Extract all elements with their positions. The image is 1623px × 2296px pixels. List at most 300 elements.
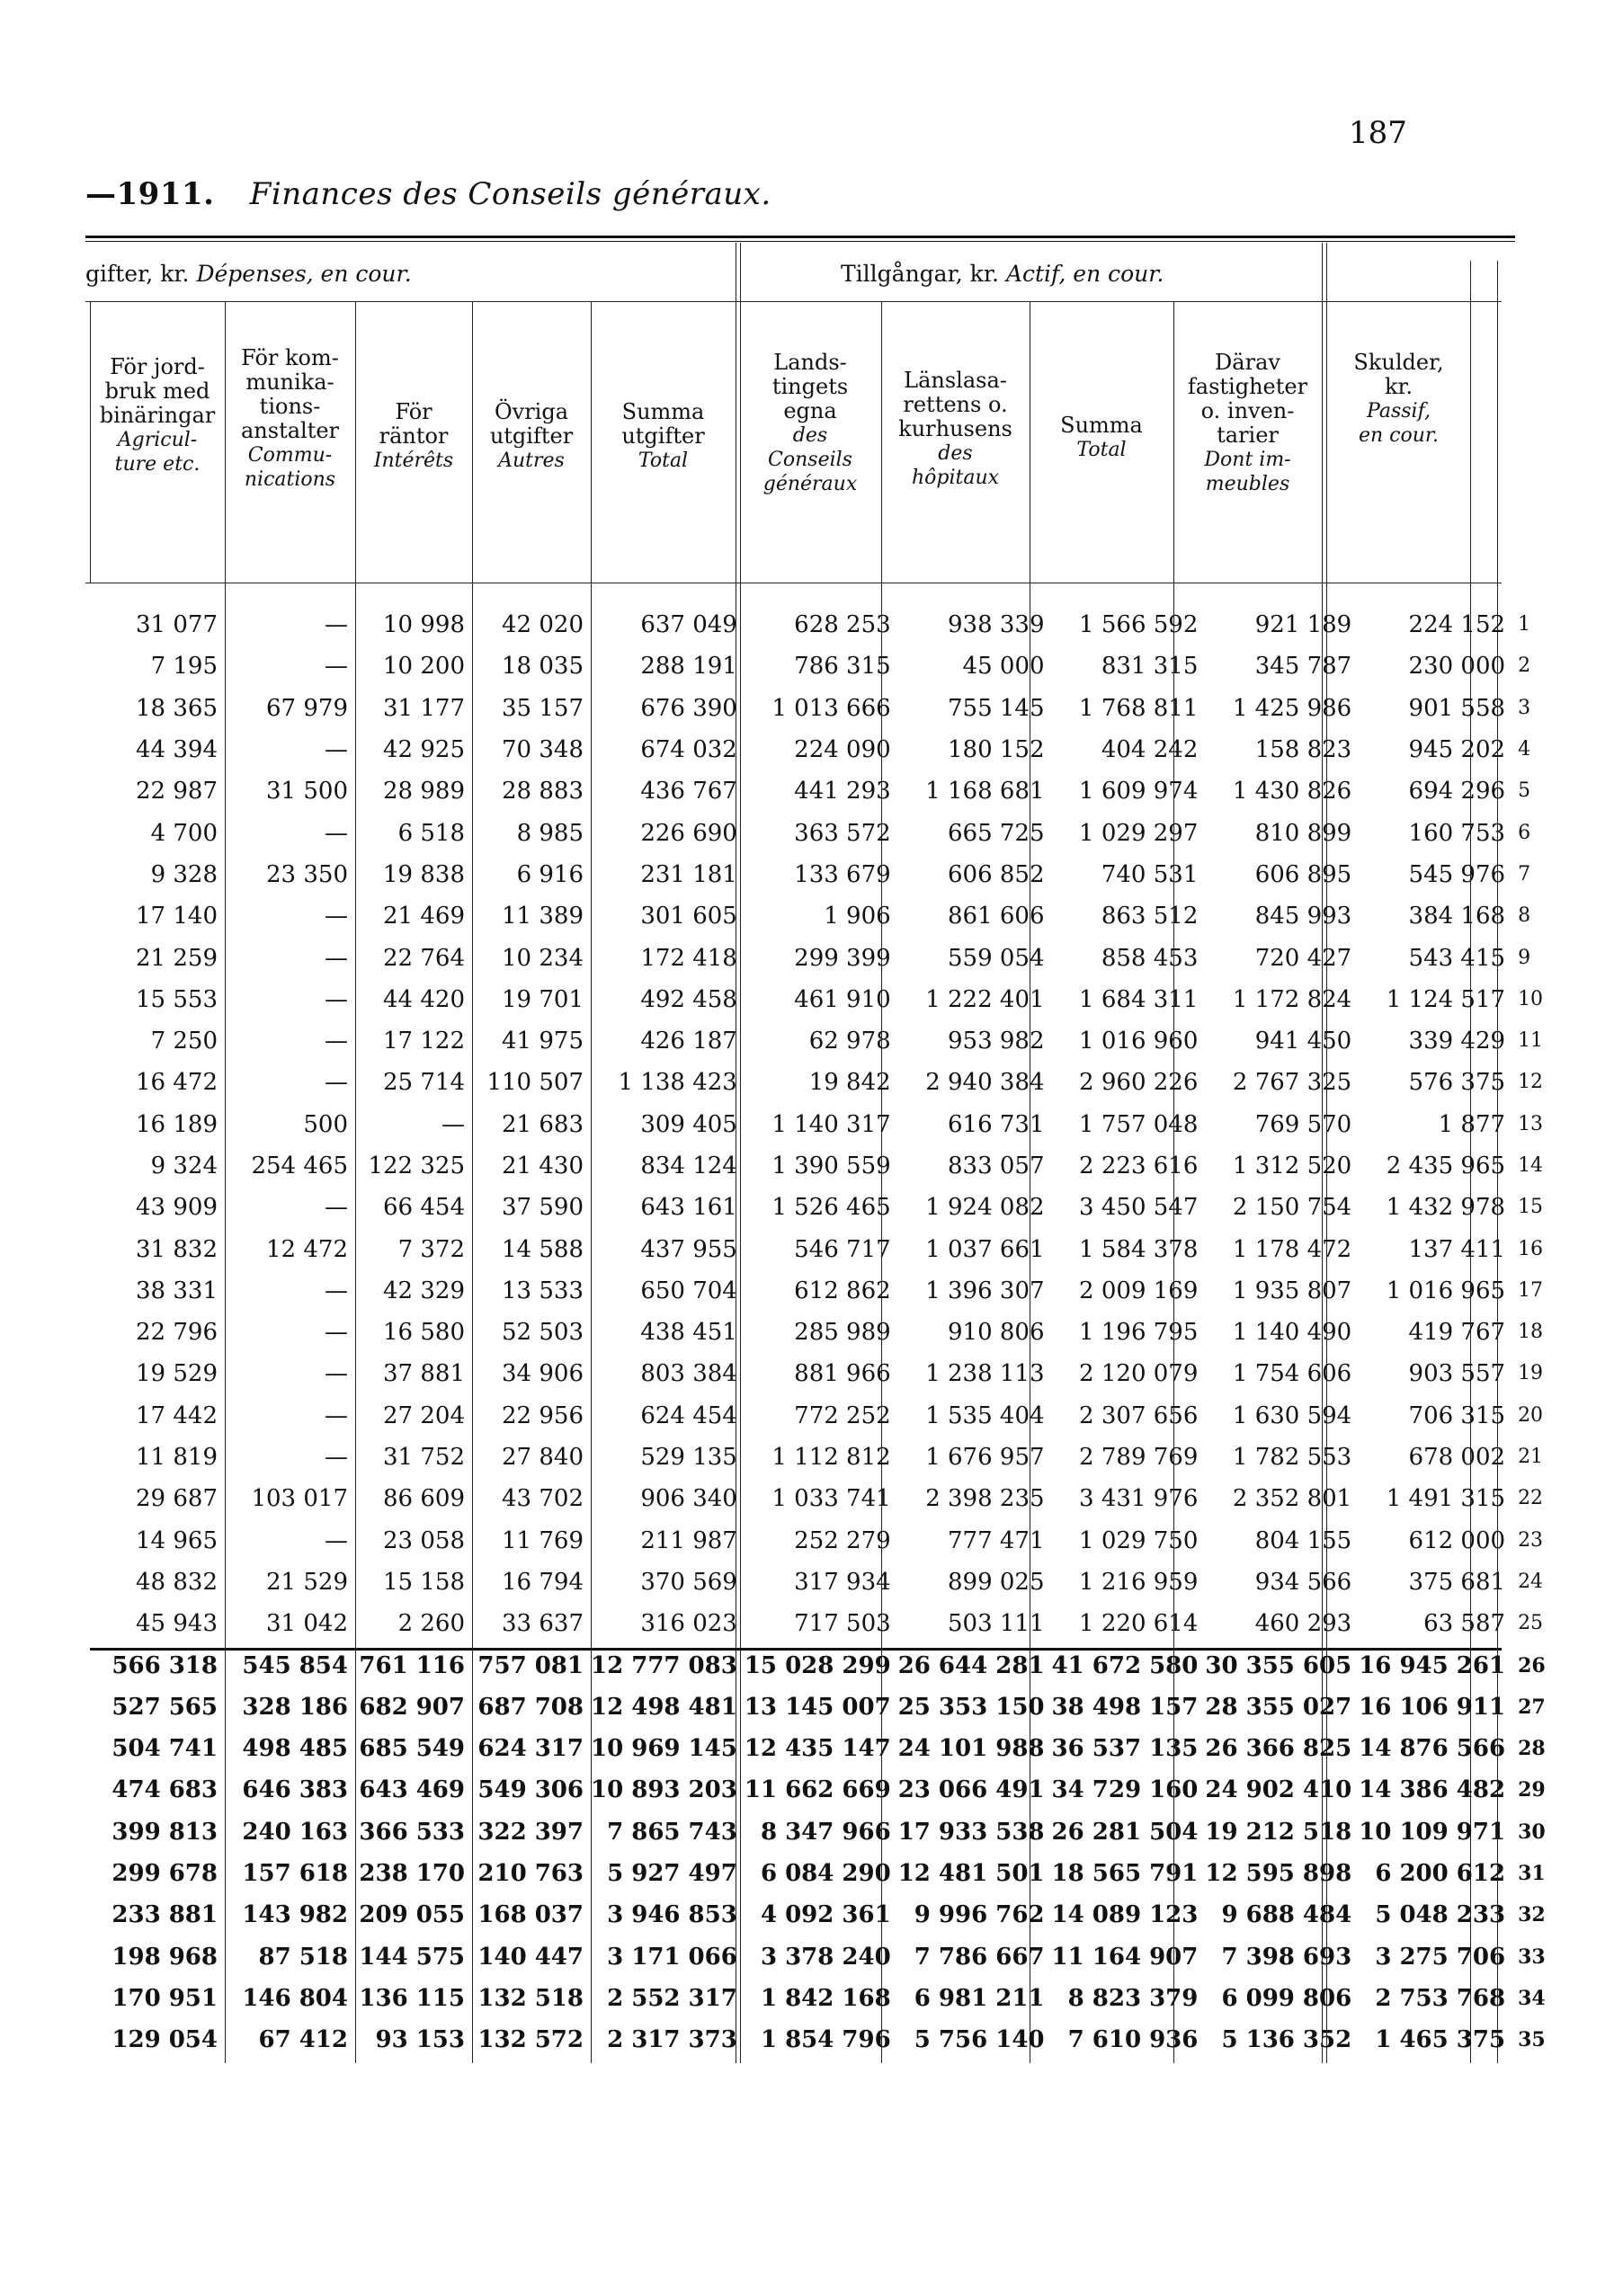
table-cell: 858 453 — [1101, 944, 1199, 972]
row-number: 3 — [1518, 696, 1531, 719]
table-cell: 27 840 — [502, 1444, 584, 1472]
table-cell: 209 055 — [359, 1901, 465, 1929]
row-number: 27 — [1518, 1695, 1546, 1719]
assets-header-sv: Tillgångar, kr. — [841, 261, 999, 287]
table-cell: 399 813 — [111, 1818, 218, 1846]
table-cell: 31 177 — [383, 694, 465, 722]
table-cell: 16 189 — [136, 1110, 218, 1138]
table-cell: 23 058 — [383, 1526, 465, 1554]
table-cell: 2 552 317 — [607, 1984, 737, 2012]
row-number: 21 — [1518, 1446, 1544, 1469]
table-cell: 945 202 — [1408, 736, 1506, 764]
table-cell: 132 572 — [477, 2026, 584, 2054]
column-header — [472, 400, 591, 473]
table-cell: 252 279 — [794, 1526, 891, 1554]
table-cell: 31 500 — [266, 778, 348, 805]
table-cell: 436 767 — [640, 778, 737, 805]
table-cell: 231 181 — [640, 860, 737, 888]
table-row — [90, 729, 1546, 770]
table-cell: 18 365 — [136, 694, 218, 722]
column-header-sv: Summa — [1060, 413, 1143, 438]
table-cell: 2 435 965 — [1386, 1152, 1506, 1179]
table-cell: 934 566 — [1254, 1568, 1352, 1596]
table-row — [90, 1020, 1546, 1062]
table-row — [90, 1353, 1546, 1394]
table-cell: 1 425 986 — [1232, 694, 1352, 722]
table-cell: 143 982 — [242, 1901, 348, 1929]
table-cell: 25 714 — [383, 1069, 465, 1097]
table-cell: 26 281 504 — [1051, 1818, 1199, 1846]
table-cell: 7 372 — [397, 1235, 465, 1263]
table-cell: 2 753 768 — [1375, 1984, 1506, 2012]
table-cell: 34 906 — [502, 1360, 584, 1388]
table-cell: 1 172 824 — [1232, 985, 1352, 1013]
table-cell: — — [325, 1526, 348, 1554]
table-cell: 1 566 592 — [1079, 611, 1199, 639]
row-number: 30 — [1518, 1820, 1546, 1844]
table-cell: 3 431 976 — [1079, 1485, 1199, 1513]
table-cell: 1 016 960 — [1079, 1028, 1199, 1055]
column-header — [225, 346, 355, 492]
column-header — [90, 355, 225, 476]
table-cell: 2 120 079 — [1079, 1360, 1199, 1388]
table-cell: 1 854 796 — [760, 2026, 891, 2054]
table-cell: 1 178 472 — [1232, 1235, 1352, 1263]
column-header-sv: Länslasa- rettens o. kurhusens — [898, 368, 1012, 441]
table-cell: 17 122 — [383, 1028, 465, 1055]
row-number: 9 — [1518, 946, 1531, 969]
table-cell: 12 595 898 — [1205, 1860, 1352, 1888]
table-cell: 3 450 547 — [1079, 1194, 1199, 1222]
table-cell: 7 865 743 — [607, 1818, 737, 1846]
table-cell: 44 394 — [136, 736, 218, 764]
table-cell: 682 907 — [359, 1693, 465, 1721]
row-number: 6 — [1518, 821, 1531, 844]
table-cell: 240 163 — [242, 1818, 348, 1846]
table-cell: 2 223 616 — [1079, 1152, 1199, 1179]
expenses-header — [85, 261, 412, 287]
table-cell: 48 832 — [136, 1568, 218, 1596]
table-cell: 129 054 — [111, 2026, 218, 2054]
table-cell: 2 260 — [397, 1610, 465, 1638]
table-row — [90, 812, 1546, 853]
table-cell: 646 383 — [242, 1776, 348, 1804]
table-cell: 437 955 — [640, 1235, 737, 1263]
table-cell: 921 189 — [1254, 611, 1352, 639]
table-cell: 11 662 669 — [744, 1776, 891, 1804]
table-cell: 643 161 — [640, 1194, 737, 1222]
table-cell: 10 998 — [383, 611, 465, 639]
table-cell: 1 238 113 — [925, 1360, 1045, 1388]
table-cell: 19 838 — [383, 860, 465, 888]
table-cell: 18 565 791 — [1051, 1860, 1199, 1888]
table-cell: 157 618 — [242, 1860, 348, 1888]
column-header — [881, 369, 1030, 490]
row-number: 13 — [1518, 1112, 1544, 1135]
table-cell: 254 465 — [251, 1152, 348, 1179]
table-cell: 8 347 966 — [760, 1818, 891, 1846]
table-cell: 1 112 812 — [771, 1444, 891, 1472]
row-number: 2 — [1518, 654, 1531, 678]
table-cell: 35 157 — [502, 694, 584, 722]
row-number: 7 — [1518, 862, 1531, 885]
table-cell: 70 348 — [502, 736, 584, 764]
table-cell: 6 518 — [397, 819, 465, 847]
table-cell: 1 630 594 — [1232, 1402, 1352, 1429]
table-cell: 67 412 — [258, 2026, 348, 2054]
table-cell: 769 570 — [1254, 1110, 1352, 1138]
table-cell: 23 066 491 — [897, 1776, 1045, 1804]
table-cell: 1 140 317 — [771, 1110, 891, 1138]
table-cell: 224 090 — [794, 736, 891, 764]
row-number: 28 — [1518, 1737, 1546, 1761]
table-cell: 1 584 378 — [1079, 1235, 1199, 1263]
table-cell: 1 037 661 — [925, 1235, 1045, 1263]
assets-header — [841, 261, 1164, 287]
table-cell: 1 029 750 — [1079, 1526, 1199, 1554]
table-cell: 146 804 — [242, 1984, 348, 2012]
table-cell: 1 757 048 — [1079, 1110, 1199, 1138]
table-cell: 288 191 — [640, 653, 737, 681]
table-cell: 86 609 — [383, 1485, 465, 1513]
total-row — [90, 1936, 1546, 1978]
table-row — [90, 1145, 1546, 1187]
table-row — [90, 1395, 1546, 1437]
table-cell: 650 704 — [640, 1277, 737, 1304]
table-cell: 15 553 — [136, 985, 218, 1013]
table-cell: 5 048 233 — [1375, 1901, 1506, 1929]
table-cell: 7 786 667 — [914, 1943, 1045, 1971]
table-cell: 9 688 484 — [1221, 1901, 1352, 1929]
table-cell: 299 678 — [111, 1860, 218, 1888]
table-cell: 1 140 490 — [1232, 1319, 1352, 1347]
table-cell: 15 158 — [383, 1568, 465, 1596]
table-cell: 7 398 693 — [1221, 1943, 1352, 1971]
table-cell: 12 777 083 — [591, 1651, 737, 1679]
row-number: 34 — [1518, 1986, 1546, 2010]
table-cell: 12 435 147 — [744, 1735, 891, 1763]
table-cell: 7 195 — [150, 653, 218, 681]
column-header-sv: För räntor — [379, 399, 449, 449]
table-cell: 694 296 — [1408, 778, 1506, 805]
table-cell: 34 729 160 — [1051, 1776, 1199, 1804]
table-cell: 31 042 — [266, 1610, 348, 1638]
table-cell: — — [325, 1444, 348, 1472]
table-cell: 43 909 — [136, 1194, 218, 1222]
table-cell: 224 152 — [1408, 611, 1506, 639]
table-cell: 637 049 — [640, 611, 737, 639]
table-cell: 1 491 315 — [1386, 1485, 1506, 1513]
column-header-fr: Autres — [498, 449, 565, 472]
table-cell: 474 683 — [111, 1776, 218, 1804]
table-cell: 2 789 769 — [1079, 1444, 1199, 1472]
expenses-header-sv: gifter, kr. — [85, 261, 190, 287]
table-cell: 43 702 — [502, 1485, 584, 1513]
assets-header-fr: Actif, en cour. — [1005, 261, 1164, 287]
table-row — [90, 1228, 1546, 1269]
column-header-fr: des hôpitaux — [911, 442, 1000, 489]
table-cell: 5 756 140 — [914, 2026, 1045, 2054]
table-cell: 211 987 — [640, 1526, 737, 1554]
table-cell: 938 339 — [948, 611, 1045, 639]
table-cell: 3 275 706 — [1375, 1943, 1506, 1971]
row-number: 5 — [1518, 779, 1531, 803]
column-header — [1327, 351, 1470, 448]
top-rule-thin — [85, 241, 1515, 242]
table-cell: 140 447 — [477, 1943, 584, 1971]
table-cell: 566 318 — [111, 1651, 218, 1679]
row-number: 20 — [1518, 1403, 1544, 1427]
table-cell: 426 187 — [640, 1028, 737, 1055]
title-text: Finances des Conseils généraux. — [249, 176, 771, 212]
table-cell: 45 943 — [136, 1610, 218, 1638]
table-cell: 22 987 — [136, 778, 218, 805]
table-cell: 12 498 481 — [591, 1693, 737, 1721]
table-cell: 1 396 307 — [925, 1277, 1045, 1304]
table-cell: 21 683 — [502, 1110, 584, 1138]
table-cell: 545 976 — [1408, 860, 1506, 888]
table-cell: 309 405 — [640, 1110, 737, 1138]
table-cell: 8 985 — [516, 819, 584, 847]
table-cell: 384 168 — [1408, 903, 1506, 930]
table-cell: 717 503 — [794, 1610, 891, 1638]
table-cell: 317 934 — [794, 1568, 891, 1596]
table-cell: 6 099 806 — [1221, 1984, 1352, 2012]
table-cell: 19 529 — [136, 1360, 218, 1388]
table-cell: 16 945 261 — [1359, 1651, 1506, 1679]
table-cell: 910 806 — [948, 1319, 1045, 1347]
table-cell: 11 769 — [502, 1526, 584, 1554]
table-cell: 18 035 — [502, 653, 584, 681]
table-cell: 238 170 — [359, 1860, 465, 1888]
table-cell: — — [325, 819, 348, 847]
finance-table — [90, 604, 1546, 2060]
table-cell: 6 981 211 — [914, 1984, 1045, 2012]
table-cell: 16 106 911 — [1359, 1693, 1506, 1721]
table-cell: 29 687 — [136, 1485, 218, 1513]
table-cell: 6 916 — [516, 860, 584, 888]
table-cell: 19 701 — [502, 985, 584, 1013]
table-cell: — — [325, 944, 348, 972]
column-header-sv: Summa utgifter — [621, 399, 705, 449]
table-cell: 31 752 — [383, 1444, 465, 1472]
table-cell: 3 171 066 — [607, 1943, 737, 1971]
table-cell: 546 717 — [794, 1235, 891, 1263]
table-cell: 545 854 — [242, 1651, 348, 1679]
table-cell: 10 234 — [502, 944, 584, 972]
table-cell: 1 676 957 — [925, 1444, 1045, 1472]
table-cell: 1 013 666 — [771, 694, 891, 722]
table-cell: 230 000 — [1408, 653, 1506, 681]
table-cell: 2 150 754 — [1232, 1194, 1352, 1222]
table-cell: 38 331 — [136, 1277, 218, 1304]
table-cell: 44 420 — [383, 985, 465, 1013]
table-cell: 158 823 — [1254, 736, 1352, 764]
table-cell: 1 609 974 — [1079, 778, 1199, 805]
table-cell: 30 355 605 — [1205, 1651, 1352, 1679]
row-number: 33 — [1518, 1944, 1546, 1969]
row-number: 32 — [1518, 1903, 1546, 1927]
table-cell: 612 000 — [1408, 1526, 1506, 1554]
table-cell: 777 471 — [948, 1526, 1045, 1554]
table-cell: 10 200 — [383, 653, 465, 681]
table-cell: 5 927 497 — [607, 1860, 737, 1888]
row-number: 35 — [1518, 2028, 1546, 2052]
table-cell: 87 518 — [258, 1943, 348, 1971]
table-cell: 21 259 — [136, 944, 218, 972]
table-cell: 1 842 168 — [760, 1984, 891, 2012]
column-header — [355, 400, 472, 473]
table-cell: 2 767 325 — [1232, 1069, 1352, 1097]
column-header-fr: Passif, en cour. — [1358, 400, 1439, 447]
table-cell: 2 307 656 — [1079, 1402, 1199, 1429]
column-header-fr: des Conseils généraux — [762, 424, 858, 495]
total-row — [90, 1686, 1546, 1728]
table-cell: 42 329 — [383, 1277, 465, 1304]
table-cell: 881 966 — [794, 1360, 891, 1388]
table-cell: 624 317 — [477, 1735, 584, 1763]
table-cell: 419 767 — [1408, 1319, 1506, 1347]
table-cell: — — [325, 1402, 348, 1429]
row-number: 4 — [1518, 738, 1531, 761]
table-cell: 9 996 762 — [914, 1901, 1045, 1929]
table-cell: 1 924 082 — [925, 1194, 1045, 1222]
table-cell: 624 454 — [640, 1402, 737, 1429]
table-cell: 63 587 — [1423, 1610, 1506, 1638]
table-cell: 2 940 384 — [925, 1069, 1045, 1097]
table-cell: 804 155 — [1254, 1526, 1352, 1554]
table-cell: 13 533 — [502, 1277, 584, 1304]
table-cell: 11 819 — [136, 1444, 218, 1472]
row-number: 15 — [1518, 1196, 1544, 1219]
table-cell: 755 145 — [948, 694, 1045, 722]
table-cell: — — [325, 985, 348, 1013]
column-header — [591, 400, 736, 473]
table-cell: — — [325, 611, 348, 639]
table-cell: 328 186 — [242, 1693, 348, 1721]
table-cell: 7 250 — [150, 1028, 218, 1055]
table-cell: 170 951 — [111, 1984, 218, 2012]
table-cell: 549 306 — [477, 1776, 584, 1804]
table-cell: 22 956 — [502, 1402, 584, 1429]
table-cell: 1 684 311 — [1079, 985, 1199, 1013]
total-row — [90, 1853, 1546, 1894]
table-cell: 1 526 465 — [771, 1194, 891, 1222]
table-cell: 899 025 — [948, 1568, 1045, 1596]
table-cell: 834 124 — [640, 1152, 737, 1179]
table-cell: 674 032 — [640, 736, 737, 764]
row-number: 22 — [1518, 1487, 1544, 1510]
table-row — [90, 1562, 1546, 1603]
table-cell: 122 325 — [368, 1152, 465, 1179]
table-cell: 1 768 811 — [1079, 694, 1199, 722]
table-cell: 529 135 — [640, 1444, 737, 1472]
header-rule — [85, 301, 1502, 302]
row-number: 16 — [1518, 1237, 1544, 1260]
table-cell: 1 430 826 — [1232, 778, 1352, 805]
table-cell: 363 572 — [794, 819, 891, 847]
table-cell: 706 315 — [1408, 1402, 1506, 1429]
column-header-fr: Agricul- ture etc. — [114, 429, 201, 476]
table-cell: 14 588 — [502, 1235, 584, 1263]
table-cell: 761 116 — [359, 1651, 465, 1679]
table-cell: 41 975 — [502, 1028, 584, 1055]
row-number: 31 — [1518, 1862, 1546, 1886]
table-cell: 15 028 299 — [744, 1651, 891, 1679]
row-number: 17 — [1518, 1278, 1544, 1302]
table-cell: 616 731 — [948, 1110, 1045, 1138]
table-cell: 1 432 978 — [1386, 1194, 1506, 1222]
table-row — [90, 1603, 1546, 1644]
table-row — [90, 979, 1546, 1020]
table-row — [90, 1312, 1546, 1353]
column-header-fr: Intérêts — [373, 449, 454, 472]
table-cell: 438 451 — [640, 1319, 737, 1347]
table-cell: 786 315 — [794, 653, 891, 681]
table-cell: 16 580 — [383, 1319, 465, 1347]
row-number: 26 — [1518, 1653, 1546, 1678]
table-cell: 504 741 — [111, 1735, 218, 1763]
top-rule — [85, 236, 1515, 238]
table-cell: 861 606 — [948, 903, 1045, 930]
table-cell: 136 115 — [359, 1984, 465, 2012]
table-cell: 4 092 361 — [760, 1901, 891, 1929]
table-cell: 3 378 240 — [760, 1943, 891, 1971]
total-row — [90, 1978, 1546, 2019]
table-cell: 17 933 538 — [897, 1818, 1045, 1846]
table-cell: 37 590 — [502, 1194, 584, 1222]
table-cell: 10 109 971 — [1359, 1818, 1506, 1846]
table-cell: 492 458 — [640, 985, 737, 1013]
table-cell: 41 672 580 — [1051, 1651, 1199, 1679]
row-number: 12 — [1518, 1071, 1544, 1094]
column-header — [739, 351, 881, 496]
table-cell: 26 644 281 — [897, 1651, 1045, 1679]
table-cell: 628 253 — [794, 611, 891, 639]
table-cell: 460 293 — [1254, 1610, 1352, 1638]
table-cell: 1 390 559 — [771, 1152, 891, 1179]
table-cell: 62 978 — [808, 1028, 891, 1055]
table-cell: 498 485 — [242, 1735, 348, 1763]
table-cell: 299 399 — [794, 944, 891, 972]
table-cell: 33 637 — [502, 1610, 584, 1638]
table-cell: 500 — [303, 1110, 348, 1138]
table-cell: 16 472 — [136, 1069, 218, 1097]
table-cell: 14 089 123 — [1051, 1901, 1199, 1929]
table-cell: 606 852 — [948, 860, 1045, 888]
table-cell: 36 537 135 — [1051, 1735, 1199, 1763]
table-row — [90, 895, 1546, 937]
column-header — [1173, 351, 1322, 496]
row-number: 25 — [1518, 1612, 1544, 1635]
expenses-header-fr: Dépenses, en cour. — [196, 261, 412, 287]
table-cell: — — [325, 736, 348, 764]
table-cell: 42 925 — [383, 736, 465, 764]
table-cell: 210 763 — [477, 1860, 584, 1888]
table-cell: 1 465 375 — [1375, 2026, 1506, 2054]
table-cell: 612 862 — [794, 1277, 891, 1304]
table-cell: 831 315 — [1101, 653, 1199, 681]
table-cell: 678 002 — [1408, 1444, 1506, 1472]
table-cell: 339 429 — [1408, 1028, 1506, 1055]
table-cell: 11 164 907 — [1051, 1943, 1199, 1971]
column-header-sv: Skulder, kr. — [1353, 350, 1444, 399]
table-row — [90, 1478, 1546, 1519]
table-cell: 1 168 681 — [925, 778, 1045, 805]
table-cell: 31 077 — [136, 611, 218, 639]
table-cell: 26 366 825 — [1205, 1735, 1352, 1763]
column-header-sv: Övriga utgifter — [489, 399, 574, 449]
